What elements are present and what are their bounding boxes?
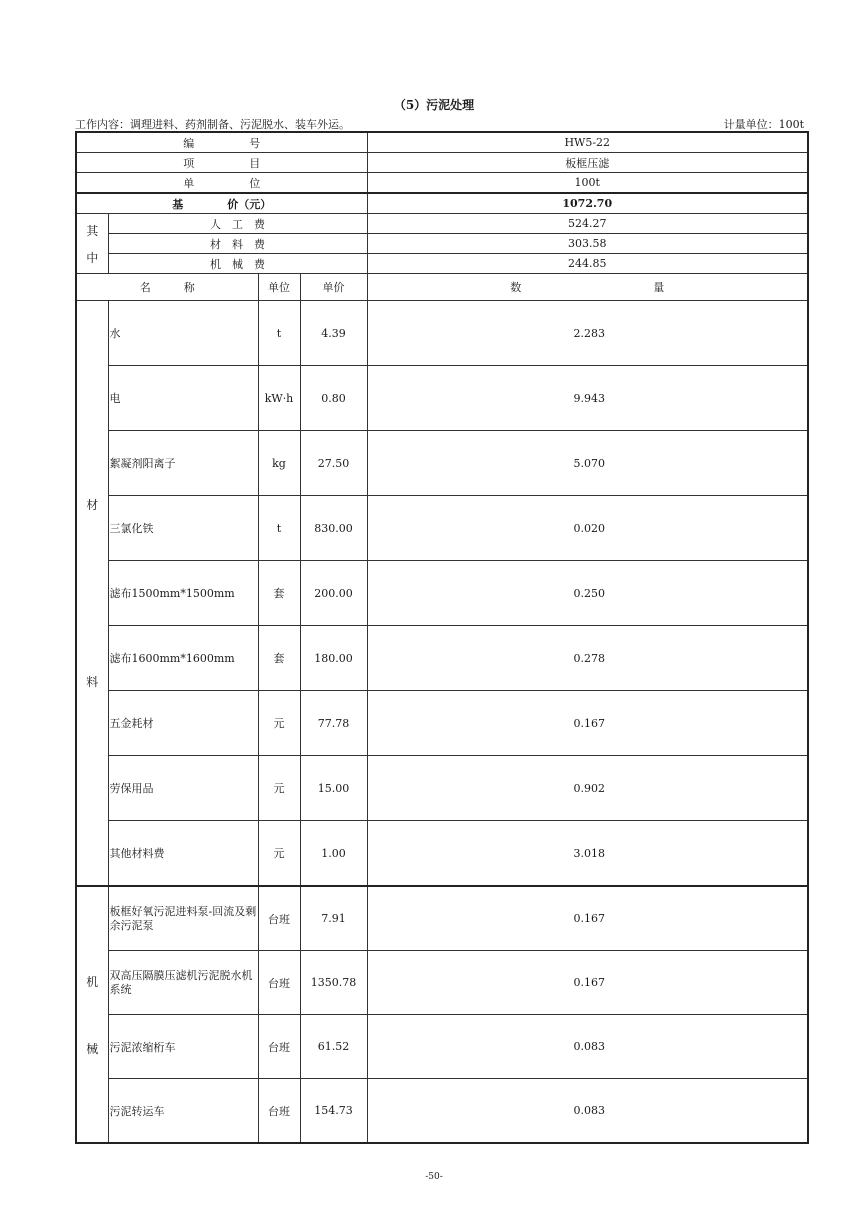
code-label: 编 号 (76, 132, 367, 153)
machinery-group-char-2: 械 (86, 1041, 99, 1056)
material-qty: 0.250 (367, 561, 808, 626)
material-price: 180.00 (300, 626, 367, 691)
material-unit: 元 (258, 756, 300, 821)
material-price: 1.00 (300, 821, 367, 887)
material-name: 电 (108, 366, 258, 431)
breakdown-group-char-2: 中 (86, 250, 99, 265)
base-price-value: 1072.70 (367, 193, 808, 214)
material-name: 劳保用品 (108, 756, 258, 821)
column-header-row (76, 274, 808, 301)
code-row (76, 132, 808, 153)
item-value: 板框压滤 (367, 153, 808, 173)
machine-name: 污泥转运车 (108, 1079, 258, 1144)
material-row (76, 756, 808, 821)
breakdown-group-char-1: 其 (86, 223, 99, 238)
machinery-cost-value: 244.85 (367, 254, 808, 274)
material-unit: 元 (258, 691, 300, 756)
material-name: 滤布1500mm*1500mm (108, 561, 258, 626)
material-row (76, 301, 808, 366)
machine-unit: 台班 (258, 951, 300, 1015)
machine-price: 7.91 (300, 886, 367, 951)
machinery-group-char-1: 机 (86, 974, 99, 989)
col-unit-header: 单位 (258, 274, 300, 301)
base-price-label: 基 价（元） (76, 193, 367, 214)
material-name: 滤布1600mm*1600mm (108, 626, 258, 691)
unit-value: 100t (367, 173, 808, 194)
material-qty: 0.020 (367, 496, 808, 561)
item-label: 项 目 (76, 153, 367, 173)
materials-group-char-1: 材 (86, 498, 99, 512)
material-qty: 3.018 (367, 821, 808, 887)
material-price: 4.39 (300, 301, 367, 366)
material-qty: 0.278 (367, 626, 808, 691)
breakdown-group-label (76, 214, 108, 274)
material-row (76, 821, 808, 887)
machine-name: 污泥浓缩桁车 (108, 1015, 258, 1079)
material-price: 27.50 (300, 431, 367, 496)
material-price: 15.00 (300, 756, 367, 821)
material-cost-value: 303.58 (367, 234, 808, 254)
quota-table (75, 131, 809, 1144)
machinery-cost-label: 机 械 费 (108, 254, 367, 274)
material-price: 830.00 (300, 496, 367, 561)
machinery-group-label (76, 886, 108, 1143)
section-title: （5）污泥处理 (393, 98, 475, 112)
machinery-row (76, 886, 808, 951)
material-row (76, 626, 808, 691)
materials-group-label (76, 301, 108, 887)
material-row (76, 496, 808, 561)
labor-cost-value: 524.27 (367, 214, 808, 234)
machine-name: 双高压隔膜压滤机污泥脱水机系统 (108, 951, 258, 1015)
machine-unit: 台班 (258, 1015, 300, 1079)
machine-unit: 台班 (258, 886, 300, 951)
col-price-header: 单价 (300, 274, 367, 301)
material-qty: 9.943 (367, 366, 808, 431)
code-value: HW5-22 (367, 132, 808, 153)
machinery-row (76, 1015, 808, 1079)
machine-qty: 0.167 (367, 886, 808, 951)
col-quantity-header: 数 量 (367, 274, 808, 301)
machine-price: 1350.78 (300, 951, 367, 1015)
breakdown-row (76, 254, 808, 274)
material-price: 77.78 (300, 691, 367, 756)
material-qty: 0.902 (367, 756, 808, 821)
material-unit: t (258, 496, 300, 561)
material-row (76, 561, 808, 626)
material-qty: 2.283 (367, 301, 808, 366)
machinery-row (76, 951, 808, 1015)
material-name: 絮凝剂阳离子 (108, 431, 258, 496)
material-cost-label: 材 料 费 (108, 234, 367, 254)
material-name: 水 (108, 301, 258, 366)
col-name-header: 名 称 (76, 274, 258, 301)
machinery-row (76, 1079, 808, 1144)
machine-qty: 0.083 (367, 1015, 808, 1079)
page-number: -50- (425, 1172, 443, 1182)
material-row (76, 366, 808, 431)
breakdown-row (76, 234, 808, 254)
material-name: 三氯化铁 (108, 496, 258, 561)
machine-name: 板框好氧污泥进料泵-回流及剩余污泥泵 (108, 886, 258, 951)
base-price-row (76, 193, 808, 214)
item-row (76, 153, 808, 173)
unit-row (76, 173, 808, 194)
machine-qty: 0.167 (367, 951, 808, 1015)
material-price: 0.80 (300, 366, 367, 431)
work-content: 工作内容：调理进料、药剂制备、污泥脱水、装车外运。 (75, 118, 350, 131)
unit-label: 单 位 (76, 173, 367, 194)
material-name: 五金耗材 (108, 691, 258, 756)
material-price: 200.00 (300, 561, 367, 626)
material-name: 其他材料费 (108, 821, 258, 887)
machine-qty: 0.083 (367, 1079, 808, 1144)
labor-cost-label: 人 工 费 (108, 214, 367, 234)
material-unit: kg (258, 431, 300, 496)
material-unit: kW·h (258, 366, 300, 431)
machine-price: 61.52 (300, 1015, 367, 1079)
material-unit: 元 (258, 821, 300, 887)
material-unit: 套 (258, 561, 300, 626)
material-row (76, 431, 808, 496)
material-unit: 套 (258, 626, 300, 691)
material-row (76, 691, 808, 756)
material-qty: 0.167 (367, 691, 808, 756)
machine-price: 154.73 (300, 1079, 367, 1144)
measurement-unit: 计量单位：100t (723, 118, 804, 131)
materials-group-char-2: 料 (86, 675, 99, 689)
machine-unit: 台班 (258, 1079, 300, 1144)
breakdown-row (76, 214, 808, 234)
material-qty: 5.070 (367, 431, 808, 496)
material-unit: t (258, 301, 300, 366)
